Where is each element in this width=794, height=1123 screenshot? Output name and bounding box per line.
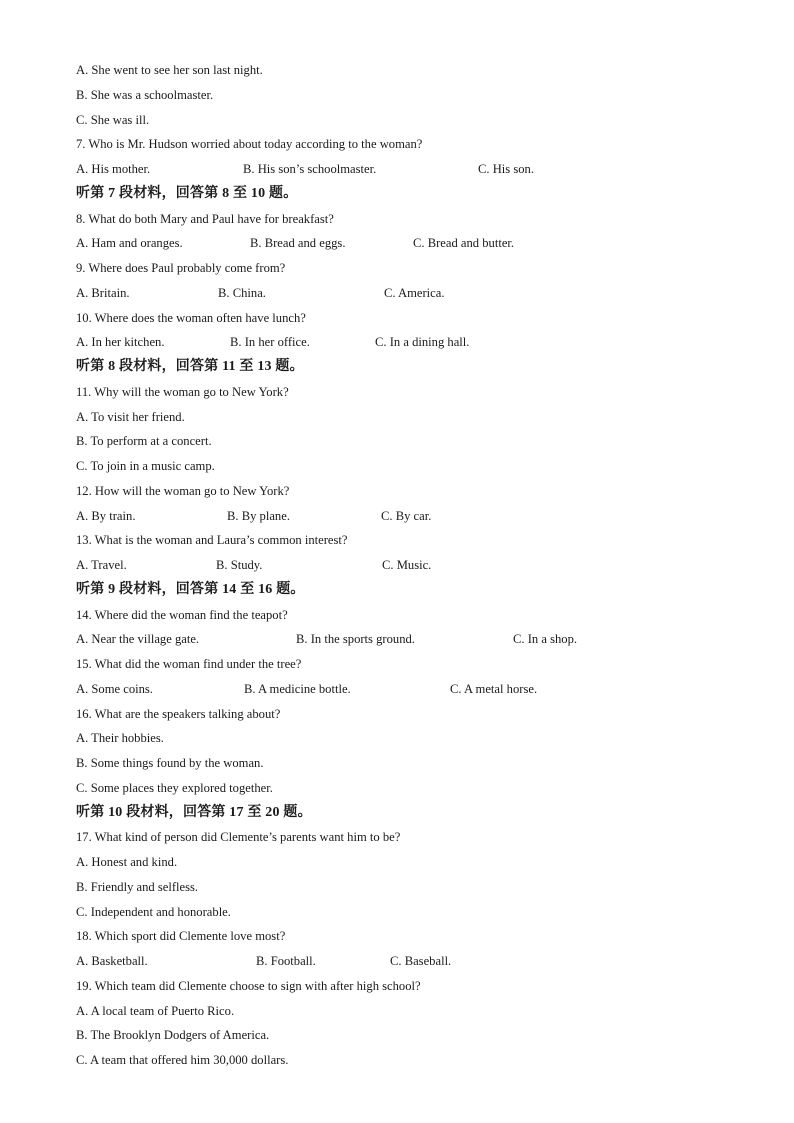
- question-text: 15. What did the woman find under the tree?: [76, 657, 302, 671]
- answer-option: A. Some coins.: [76, 681, 153, 696]
- answer-option: A. A local team of Puerto Rico.: [76, 1003, 235, 1018]
- answer-option: C. To join in a music camp.: [76, 459, 215, 473]
- answer-option: A. Basketball.: [76, 954, 148, 968]
- answer-option: A. Travel.: [76, 558, 127, 572]
- answer-option: A. To visit her friend.: [76, 409, 185, 424]
- answer-option: B. Bread and eggs.: [250, 236, 346, 251]
- answer-option: B. Study.: [216, 558, 263, 572]
- answer-option: B. Some things found by the woman.: [76, 756, 264, 770]
- option-row: [76, 235, 676, 251]
- answer-option: B. In the sports ground.: [296, 632, 415, 647]
- question-text: 16. What are the speakers talking about?: [76, 706, 281, 721]
- section-heading: 听第 7 段材料，回答第 8 至 10 题。: [76, 185, 298, 201]
- option-row: [76, 508, 676, 524]
- section-heading: 听第 10 段材料，回答第 17 至 20 题。: [76, 804, 312, 820]
- question-text: 8. What do both Mary and Paul have for breakfast?: [76, 211, 334, 226]
- option-row: [76, 631, 676, 647]
- option-row: [76, 161, 676, 177]
- answer-option: B. His son’s schoolmaster.: [243, 162, 377, 176]
- answer-option: C. Baseball.: [390, 954, 452, 968]
- answer-option: B. To perform at a concert.: [76, 434, 212, 449]
- answer-option: C. In a dining hall.: [375, 335, 470, 350]
- answer-option: A. In her kitchen.: [76, 335, 165, 350]
- answer-option: C. America.: [384, 285, 445, 300]
- answer-option: C. A metal horse.: [450, 681, 538, 696]
- answer-option: C. By car.: [381, 508, 432, 523]
- question-text: 10. Where does the woman often have lunch?: [76, 310, 306, 325]
- answer-option: A. Their hobbies.: [76, 731, 164, 746]
- answer-option: B. China.: [218, 285, 266, 300]
- question-text: 17. What kind of person did Clemente’s parents want him to be?: [76, 830, 401, 845]
- answer-option: B. Friendly and selfless.: [76, 879, 199, 894]
- answer-option: B. Football.: [256, 954, 316, 968]
- answer-option: C. Bread and butter.: [413, 236, 515, 251]
- option-row: [76, 334, 676, 350]
- question-text: 7. Who is Mr. Hudson worried about today according to the woman?: [76, 137, 423, 152]
- section-heading: 听第 9 段材料，回答第 14 至 16 题。: [76, 581, 305, 597]
- question-text: 11. Why will the woman go to New York?: [76, 384, 289, 399]
- answer-option: A. By train.: [76, 508, 136, 523]
- option-row: [76, 953, 676, 969]
- answer-option: B. She was a schoolmaster.: [76, 87, 214, 102]
- answer-option: A. She went to see her son last night.: [76, 63, 263, 77]
- answer-option: A. Honest and kind.: [76, 855, 178, 869]
- question-text: 13. What is the woman and Laura’s common interest?: [76, 533, 348, 548]
- answer-option: B. In her office.: [230, 335, 310, 350]
- answer-option: A. Ham and oranges.: [76, 236, 183, 251]
- option-row: [76, 285, 676, 301]
- answer-option: B. The Brooklyn Dodgers of America.: [76, 1028, 270, 1043]
- option-row: [76, 557, 676, 573]
- answer-option: C. In a shop.: [513, 632, 578, 647]
- answer-option: C. She was ill.: [76, 112, 150, 127]
- question-text: 12. How will the woman go to New York?: [76, 483, 290, 498]
- answer-option: B. By plane.: [227, 508, 290, 523]
- answer-option: A. His mother.: [76, 162, 151, 176]
- question-text: 9. Where does Paul probably come from?: [76, 261, 286, 275]
- question-text: 19. Which team did Clemente choose to sign with after high school?: [76, 978, 421, 993]
- answer-option: C. Independent and honorable.: [76, 904, 231, 919]
- answer-option: C. His son.: [478, 162, 534, 176]
- answer-option: A. Near the village gate.: [76, 632, 200, 647]
- answer-option: B. A medicine bottle.: [244, 681, 351, 696]
- section-heading: 听第 8 段材料，回答第 11 至 13 题。: [76, 359, 304, 374]
- answer-option: C. Some places they explored together.: [76, 780, 273, 795]
- answer-option: A. Britain.: [76, 285, 130, 300]
- option-row: [76, 681, 676, 697]
- question-text: 18. Which sport did Clemente love most?: [76, 929, 286, 944]
- answer-option: C. A team that offered him 30,000 dollars.: [76, 1053, 289, 1067]
- answer-option: C. Music.: [382, 558, 432, 572]
- question-text: 14. Where did the woman find the teapot?: [76, 607, 288, 622]
